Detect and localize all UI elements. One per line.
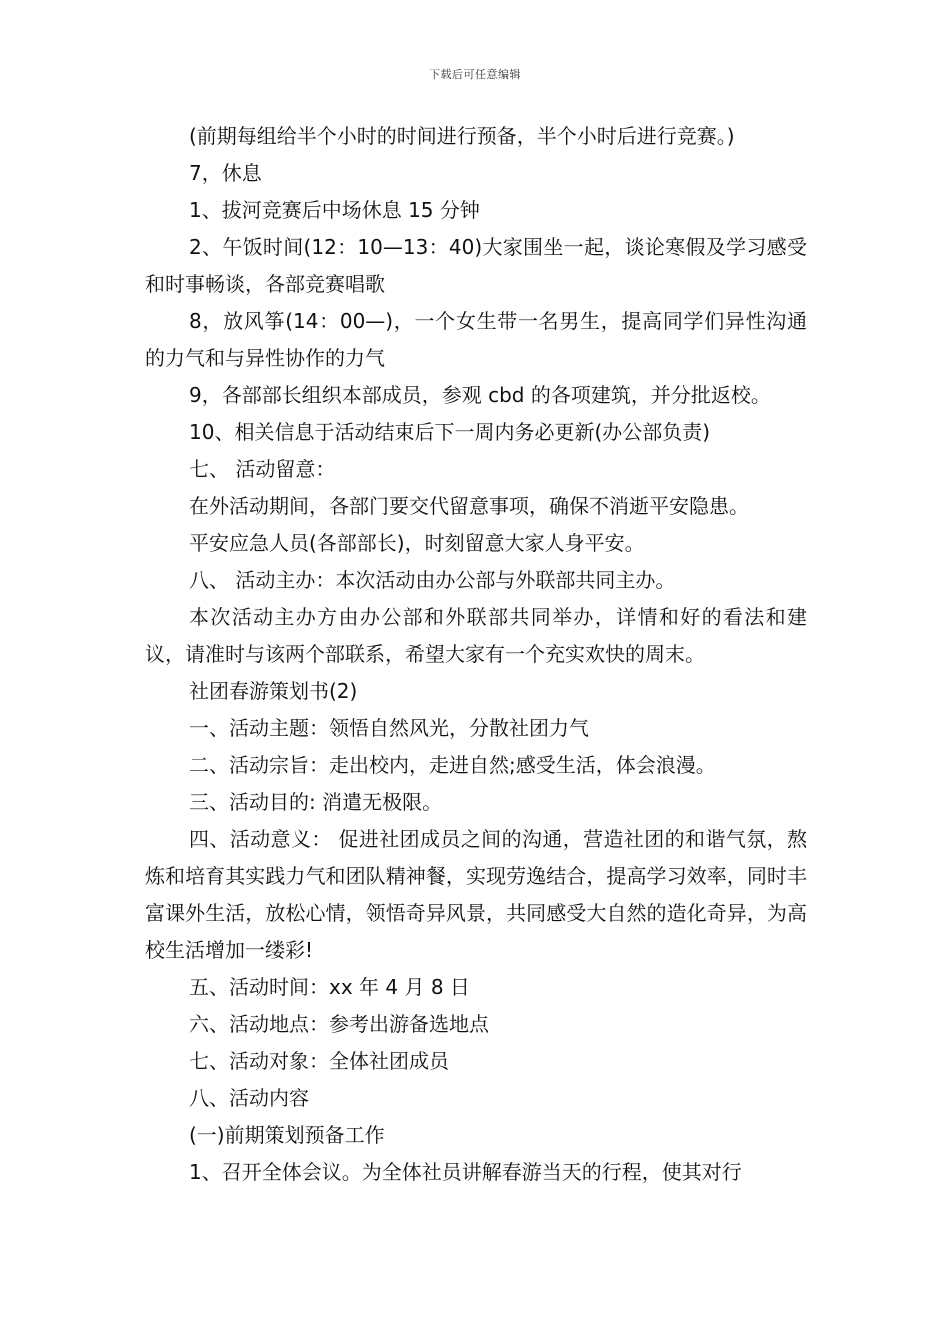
section-heading: 八、 活动主办：本次活动由办公部与外联部共同主办。 — [189, 568, 676, 592]
section-heading: 七、活动对象：全体社团成员 — [189, 1049, 449, 1073]
paragraph: 8，放风筝(14：00—)，一个女生带一名男生，提高同学们异性沟通的力气和与异性协作的力气 — [145, 309, 807, 370]
section-heading: 二、活动宗旨：走出校内，走进自然;感受生活，体会浪漫。 — [189, 753, 716, 777]
paragraph: 在外活动期间，各部门要交代留意事项，确保不消逝平安隐患。 — [189, 494, 749, 518]
paragraph: 1、拔河竞赛后中场休息 15 分钟 — [189, 198, 480, 222]
paragraph: 7，休息 — [189, 161, 262, 185]
paragraph: 1、召开全体会议。为全体社员讲解春游当天的行程，使其对行 — [189, 1160, 742, 1184]
section-heading: 三、活动目的: 消遣无极限。 — [189, 790, 443, 814]
document-title: 社团春游策划书(2) — [189, 679, 358, 703]
paragraph: (前期每组给半个小时的时间进行预备，半个小时后进行竞赛。) — [189, 124, 735, 148]
document-body — [145, 118, 807, 1191]
paragraph: 10、相关信息于活动结束后下一周内务必更新(办公部负责) — [189, 420, 711, 444]
subsection-heading: (一)前期策划预备工作 — [189, 1123, 385, 1147]
paragraph: 9，各部部长组织本部成员，参观 cbd 的各项建筑，并分批返校。 — [189, 383, 771, 407]
section-heading: 四、活动意义： 促进社团成员之间的沟通，营造社团的和谐气氛，熬炼和培育其实践力气和团队精神餐，实现劳逸结合，提高学习效率，同时丰富课外生活，放松心情，领悟奇异风景，共同感受大自然的造化奇异，为高校生活增加一缕彩! — [145, 827, 807, 962]
page-header: 下载后可任意编辑 — [429, 68, 521, 81]
paragraph: 平安应急人员(各部部长)，时刻留意大家人身平安。 — [189, 531, 645, 555]
section-heading: 五、活动时间：xx 年 4 月 8 日 — [189, 975, 470, 999]
section-heading: 七、 活动留意： — [189, 457, 336, 481]
section-heading: 一、活动主题：领悟自然风光，分散社团力气 — [189, 716, 589, 740]
section-heading: 八、活动内容 — [189, 1086, 309, 1110]
paragraph: 本次活动主办方由办公部和外联部共同举办，详情和好的看法和建议，请准时与该两个部联系，希望大家有一个充实欢快的周末。 — [145, 605, 807, 666]
section-heading: 六、活动地点：参考出游备选地点 — [189, 1012, 489, 1036]
paragraph: 2、午饭时间(12：10—13：40)大家围坐一起，谈论寒假及学习感受和时事畅谈，各部竞赛唱歌 — [145, 235, 807, 296]
